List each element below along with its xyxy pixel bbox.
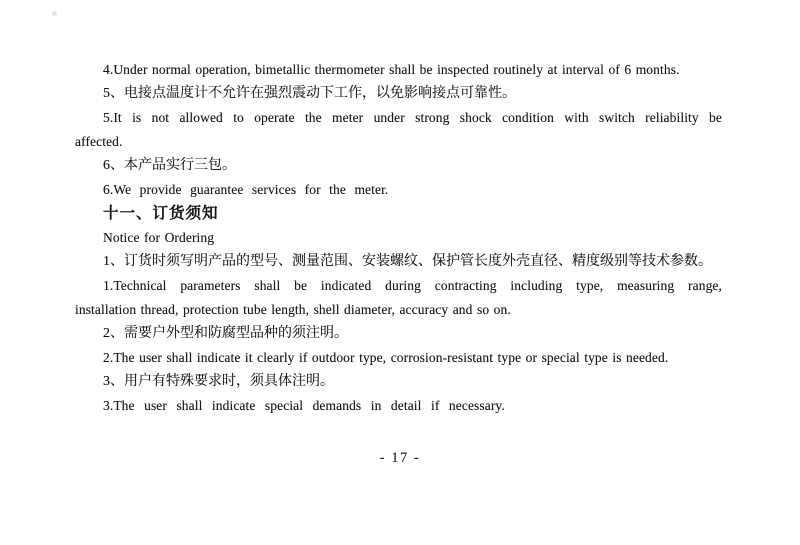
text-line-ordering-2-en: 2.The user shall indicate it clearly if outdoor type, corrosion-resistant type or special type is needed.	[103, 350, 669, 365]
text-line-ordering-2-zh: 2、需要户外型和防腐型品种的须注明。	[103, 326, 348, 341]
section-heading-ordering-en: Notice for Ordering	[103, 230, 215, 245]
scan-smudge-mark	[52, 11, 57, 16]
text-line-maintenance-5-en-cont: affected.	[75, 134, 123, 149]
text-line-maintenance-5-zh: 5、电接点温度计不允许在强烈震动下工作，以免影响接点可靠性。	[103, 86, 516, 101]
text-line-maintenance-5-en: 5.It is not allowed to operate the meter under strong shock condition with switch reliability be	[103, 110, 722, 125]
text-line-maintenance-4-en: 4.Under normal operation, bimetallic thermometer shall be inspected routinely at interval of 6 months.	[103, 62, 680, 77]
text-line-maintenance-6-en: 6.We provide guarantee services for the meter.	[103, 182, 389, 197]
text-line-ordering-3-en: 3.The user shall indicate special demands in detail if necessary.	[103, 398, 505, 413]
page-number: - 17 -	[379, 450, 421, 466]
text-line-maintenance-6-zh: 6、本产品实行三包。	[103, 158, 236, 173]
text-line-ordering-1-en-cont: installation thread, protection tube length, shell diameter, accuracy and so on.	[75, 302, 511, 317]
text-line-ordering-1-en: 1.Technical parameters shall be indicated during contracting including type, measuring range,	[103, 278, 722, 293]
document-body	[75, 58, 722, 418]
text-line-ordering-3-zh: 3、用户有特殊要求时，须具体注明。	[103, 374, 334, 389]
section-heading-ordering-zh: 十一、订货须知	[103, 205, 219, 222]
text-line-ordering-1-zh: 1、订货时须写明产品的型号、测量范围、安装螺纹、保护管长度外壳直径、精度级别等技术参数。	[103, 254, 712, 269]
